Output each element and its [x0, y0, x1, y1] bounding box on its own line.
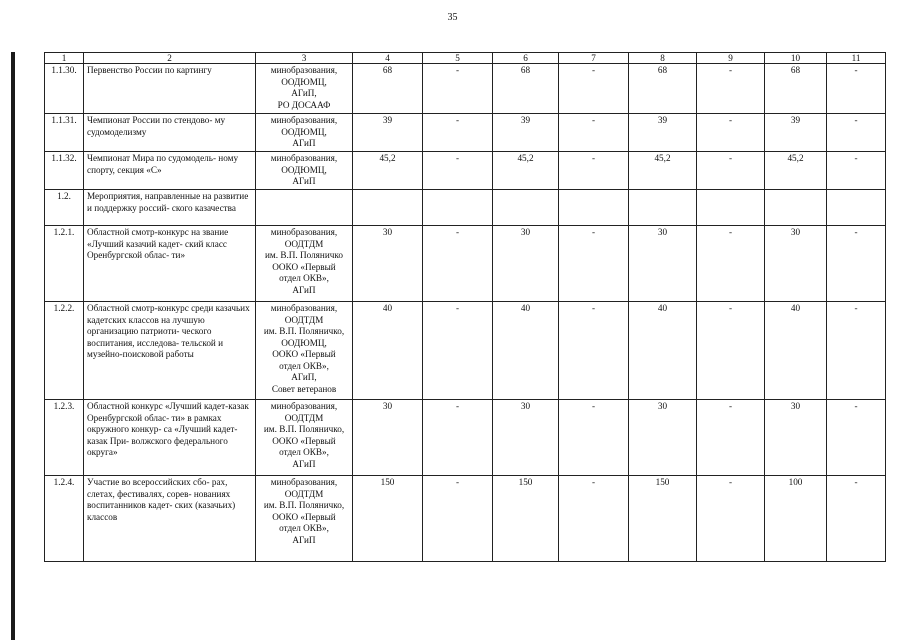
column-header: 3 [256, 53, 353, 64]
value-cell: - [827, 114, 886, 152]
value-cell [629, 190, 697, 226]
column-header: 7 [559, 53, 629, 64]
value-cell [827, 190, 886, 226]
value-cell: 40 [765, 302, 827, 400]
value-cell: - [559, 114, 629, 152]
column-header: 2 [84, 53, 256, 64]
value-cell: 30 [765, 226, 827, 302]
row-number: 1.2. [45, 190, 84, 226]
responsible-party-line: АГиП [292, 138, 316, 148]
responsible-party-line: АГиП [292, 284, 316, 295]
responsible-party-line: им. В.П. Поляничко, [263, 500, 345, 510]
value-cell: 30 [765, 400, 827, 476]
value-cell: 39 [629, 114, 697, 152]
table-row [45, 476, 886, 562]
value-cell: - [697, 400, 765, 476]
responsible-party-line: АГиП [292, 534, 316, 545]
value-cell [353, 190, 423, 226]
responsible-party-line: АГиП [292, 176, 316, 186]
value-cell: 45,2 [765, 152, 827, 190]
responsible-parties [256, 64, 353, 114]
value-cell: - [423, 114, 493, 152]
responsible-party-line: АГиП, [291, 372, 317, 382]
row-number: 1.2.1. [45, 226, 84, 302]
value-cell: - [559, 226, 629, 302]
table-row [45, 400, 886, 476]
value-cell: 68 [493, 64, 559, 114]
value-cell: - [827, 152, 886, 190]
row-number: 1.2.3. [45, 400, 84, 476]
value-cell: 68 [353, 64, 423, 114]
value-cell: - [827, 226, 886, 302]
table-row [45, 114, 886, 152]
value-cell: - [827, 400, 886, 476]
value-cell: - [559, 476, 629, 562]
responsible-party-line: минобразования, [270, 227, 338, 237]
value-cell: - [697, 302, 765, 400]
activity-name: Первенство России по картингу [84, 64, 256, 114]
responsible-party-line: ООДЮМЦ, [281, 164, 327, 175]
responsible-party-line: отдел ОКВ», [279, 447, 329, 457]
responsible-party-line: ООДТДМ [284, 412, 324, 423]
activity-name: Областной смотр-конкурс на звание «Лучший казачий кадет- ский класс Оренбургской облас- ти» [84, 226, 256, 302]
column-header: 5 [423, 53, 493, 64]
value-cell: - [697, 64, 765, 114]
responsible-party-line: минобразования, [270, 115, 338, 125]
value-cell: 45,2 [493, 152, 559, 190]
row-number: 1.2.4. [45, 476, 84, 562]
responsible-parties [256, 476, 353, 562]
responsible-party-line: отдел ОКВ», [279, 273, 329, 283]
value-cell: 30 [353, 226, 423, 302]
table-row [45, 302, 886, 400]
responsible-party-line: АГиП, [291, 88, 317, 98]
value-cell [765, 190, 827, 226]
value-cell: 68 [629, 64, 697, 114]
value-cell [423, 190, 493, 226]
activity-name: Чемпионат Мира по судомодель- ному спорту, секция «С» [84, 152, 256, 190]
value-cell: - [423, 64, 493, 114]
value-cell: - [423, 152, 493, 190]
responsible-parties [256, 226, 353, 302]
value-cell: 30 [493, 400, 559, 476]
responsible-party-line: им. В.П. Поляничко, [263, 424, 345, 434]
value-cell: 30 [353, 400, 423, 476]
responsible-party-line: Совет ветеранов [271, 383, 337, 394]
responsible-parties [256, 400, 353, 476]
column-header: 8 [629, 53, 697, 64]
page-number: 35 [447, 12, 458, 23]
value-cell: - [559, 302, 629, 400]
responsible-party-line: отдел ОКВ», [279, 523, 329, 533]
value-cell: 39 [353, 114, 423, 152]
value-cell: 45,2 [353, 152, 423, 190]
responsible-party-line: минобразования, [270, 303, 338, 313]
responsible-party-line: ООКО «Первый [272, 261, 336, 272]
responsible-party-line: РО ДОСААФ [277, 99, 331, 110]
value-cell: - [827, 476, 886, 562]
responsible-party-line: минобразования, [270, 153, 338, 163]
table-row [45, 226, 886, 302]
activity-name: Чемпионат России по стендово- му судомоделизму [84, 114, 256, 152]
row-number: 1.1.31. [45, 114, 84, 152]
value-cell: 150 [493, 476, 559, 562]
activity-name: Областной конкурс «Лучший кадет-казак Оренбургской облас- ти» в рамках окружного конкур- са «Лучший кадет-казак При- волжского федерального округа» [84, 400, 256, 476]
responsible-parties [256, 152, 353, 190]
value-cell: 30 [629, 226, 697, 302]
value-cell: 39 [765, 114, 827, 152]
value-cell: - [559, 152, 629, 190]
value-cell [697, 190, 765, 226]
responsible-party-line: АГиП [292, 458, 316, 469]
activity-name: Мероприятия, направленные на развитие и поддержку россий- ского казачества [84, 190, 256, 226]
value-cell: - [423, 226, 493, 302]
responsible-party-line: им. В.П. Поляничко [265, 250, 343, 260]
responsible-party-line: ООДЮМЦ, [281, 337, 327, 348]
row-number: 1.1.32. [45, 152, 84, 190]
activity-name: Участие во всероссийских сбо- рах, слетах, фестивалях, сорев- нованиях воспитанников кадет- ских (казачьих) классов [84, 476, 256, 562]
value-cell: 150 [353, 476, 423, 562]
value-cell: 40 [493, 302, 559, 400]
value-cell: - [827, 302, 886, 400]
column-number-header-row [45, 53, 886, 64]
activity-name: Областной смотр-конкурс среди казачьих кадетских классов на лучшую организацию патриоти- ческого воспитания, исследова- тельской и музейно-поисковой работы [84, 302, 256, 400]
value-cell: - [559, 64, 629, 114]
responsible-party-line: отдел ОКВ», [279, 360, 329, 371]
value-cell [559, 190, 629, 226]
column-header: 6 [493, 53, 559, 64]
value-cell: 150 [629, 476, 697, 562]
value-cell: - [423, 400, 493, 476]
column-header: 4 [353, 53, 423, 64]
column-header: 10 [765, 53, 827, 64]
responsible-party-line: ООДЮМЦ, [281, 126, 327, 137]
value-cell: - [423, 302, 493, 400]
column-header: 1 [45, 53, 84, 64]
value-cell: - [697, 226, 765, 302]
responsible-party-line: ООДТДМ [284, 314, 324, 325]
responsible-parties [256, 190, 353, 226]
responsible-parties [256, 302, 353, 400]
value-cell: - [697, 152, 765, 190]
responsible-party-line: ООДТДМ [284, 238, 324, 249]
responsible-party-line: минобразования, [270, 477, 338, 487]
responsible-parties [256, 114, 353, 152]
responsible-party-line: ООДТДМ [284, 488, 324, 499]
responsible-party-line: ООКО «Первый [272, 349, 336, 359]
value-cell: 39 [493, 114, 559, 152]
responsible-party-line: ООДЮМЦ, [281, 76, 327, 87]
activities-table [44, 52, 886, 562]
value-cell: 68 [765, 64, 827, 114]
value-cell: 40 [353, 302, 423, 400]
value-cell: - [697, 476, 765, 562]
value-cell: 30 [493, 226, 559, 302]
responsible-party-line: минобразования, [270, 401, 338, 411]
responsible-party-line: им. В.П. Поляничко, [263, 326, 345, 336]
column-header: 9 [697, 53, 765, 64]
value-cell: - [423, 476, 493, 562]
column-header: 11 [827, 53, 886, 64]
table-row [45, 64, 886, 114]
row-number: 1.1.30. [45, 64, 84, 114]
value-cell: - [827, 64, 886, 114]
value-cell: 100 [765, 476, 827, 562]
value-cell: 30 [629, 400, 697, 476]
value-cell [493, 190, 559, 226]
value-cell: 40 [629, 302, 697, 400]
value-cell: - [697, 114, 765, 152]
responsible-party-line: ООКО «Первый [272, 435, 336, 446]
value-cell: 45,2 [629, 152, 697, 190]
value-cell: - [559, 400, 629, 476]
responsible-party-line: минобразования, [270, 65, 338, 75]
table-row [45, 152, 886, 190]
row-number: 1.2.2. [45, 302, 84, 400]
responsible-party-line: ООКО «Первый [272, 511, 336, 522]
table-row [45, 190, 886, 226]
page-left-edge-bar [11, 52, 15, 640]
